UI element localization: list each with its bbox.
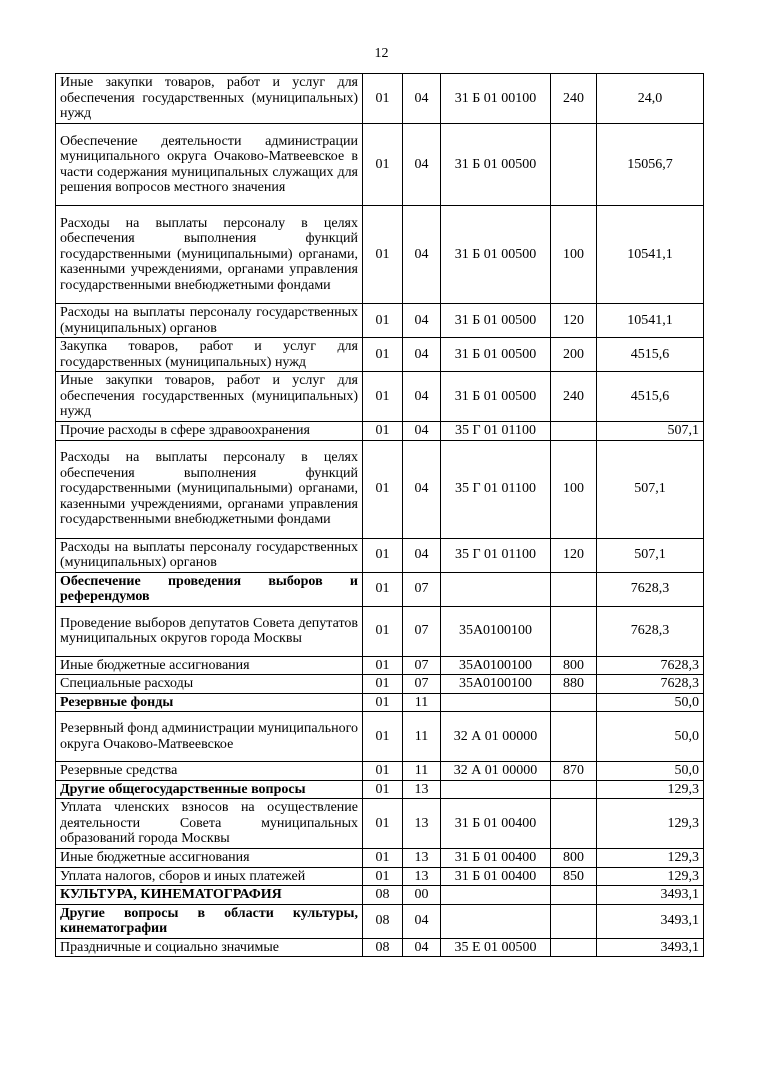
row-section: 01 [363, 338, 403, 372]
row-subsection: 07 [403, 606, 441, 656]
row-subsection: 00 [403, 886, 441, 905]
row-target-code [441, 572, 551, 606]
row-name: КУЛЬТУРА, КИНЕМАТОГРАФИЯ [56, 886, 363, 905]
row-subsection: 07 [403, 675, 441, 694]
row-name: Уплата налогов, сборов и иных платежей [56, 867, 363, 886]
row-name: Уплата членских взносов на осуществление деятельности Совета муниципальных образований города Москвы [56, 799, 363, 849]
row-subsection: 07 [403, 572, 441, 606]
row-amount: 7628,3 [597, 606, 704, 656]
row-subsection: 04 [403, 538, 441, 572]
row-subsection: 04 [403, 372, 441, 422]
row-target-code: 35А0100100 [441, 656, 551, 675]
row-name: Прочие расходы в сфере здравоохранения [56, 422, 363, 441]
row-name: Иные бюджетные ассигнования [56, 656, 363, 675]
row-expense-type: 800 [551, 849, 597, 868]
row-amount: 7628,3 [597, 675, 704, 694]
row-target-code: 35А0100100 [441, 606, 551, 656]
row-section: 08 [363, 886, 403, 905]
row-expense-type [551, 422, 597, 441]
row-amount: 129,3 [597, 799, 704, 849]
row-expense-type [551, 124, 597, 206]
table-row [56, 372, 704, 422]
row-amount: 50,0 [597, 712, 704, 762]
row-expense-type: 240 [551, 372, 597, 422]
row-section: 01 [363, 124, 403, 206]
row-expense-type [551, 780, 597, 799]
row-amount: 507,1 [597, 440, 704, 538]
table-row [56, 124, 704, 206]
row-amount: 3493,1 [597, 938, 704, 957]
row-name: Обеспечение проведения выборов и референдумов [56, 572, 363, 606]
table-row [56, 304, 704, 338]
row-target-code: 32 А 01 00000 [441, 712, 551, 762]
row-section: 01 [363, 538, 403, 572]
row-name: Расходы на выплаты персоналу в целях обеспечения выполнения функций государственными (муниципальными) органами, казенными учреждениями, органами управления государственными внебюджетными фондами [56, 440, 363, 538]
table-row [56, 606, 704, 656]
row-amount: 24,0 [597, 74, 704, 124]
row-target-code: 32 А 01 00000 [441, 762, 551, 781]
row-section: 01 [363, 675, 403, 694]
row-target-code: 31 Б 01 00400 [441, 849, 551, 868]
row-section: 01 [363, 74, 403, 124]
row-section: 08 [363, 904, 403, 938]
row-section: 01 [363, 867, 403, 886]
row-amount: 50,0 [597, 693, 704, 712]
row-amount: 3493,1 [597, 886, 704, 905]
row-section: 01 [363, 799, 403, 849]
row-section: 01 [363, 693, 403, 712]
row-amount: 7628,3 [597, 572, 704, 606]
row-target-code: 35 Г 01 01100 [441, 440, 551, 538]
row-name: Иные закупки товаров, работ и услуг для обеспечения государственных (муниципальных) нужд [56, 372, 363, 422]
table-row [56, 849, 704, 868]
row-target-code [441, 780, 551, 799]
row-subsection: 04 [403, 422, 441, 441]
row-name: Праздничные и социально значимые [56, 938, 363, 957]
row-amount: 15056,7 [597, 124, 704, 206]
row-subsection: 13 [403, 849, 441, 868]
row-section: 01 [363, 440, 403, 538]
row-target-code: 31 Б 01 00400 [441, 867, 551, 886]
page-number: 12 [374, 46, 389, 61]
row-subsection: 04 [403, 206, 441, 304]
row-expense-type: 870 [551, 762, 597, 781]
row-name: Резервные фонды [56, 693, 363, 712]
table-row [56, 675, 704, 694]
row-amount: 129,3 [597, 780, 704, 799]
row-section: 08 [363, 938, 403, 957]
row-expense-type: 850 [551, 867, 597, 886]
row-expense-type [551, 938, 597, 957]
row-section: 01 [363, 422, 403, 441]
row-expense-type: 120 [551, 538, 597, 572]
row-name: Резервные средства [56, 762, 363, 781]
row-amount: 10541,1 [597, 304, 704, 338]
row-amount: 50,0 [597, 762, 704, 781]
table-row [56, 656, 704, 675]
table-row [56, 422, 704, 441]
table-row [56, 440, 704, 538]
row-target-code: 31 Б 01 00500 [441, 206, 551, 304]
row-subsection: 04 [403, 938, 441, 957]
row-expense-type [551, 572, 597, 606]
row-expense-type [551, 886, 597, 905]
table-row [56, 338, 704, 372]
row-amount: 507,1 [597, 538, 704, 572]
row-subsection: 11 [403, 712, 441, 762]
row-expense-type: 100 [551, 206, 597, 304]
row-name: Расходы на выплаты персоналу в целях обеспечения выполнения функций государственными (муниципальными) органами, казенными учреждениями, органами управления государственными внебюджетными фондами [56, 206, 363, 304]
row-name: Другие вопросы в области культуры, кинематографии [56, 904, 363, 938]
row-target-code: 31 Б 01 00500 [441, 304, 551, 338]
budget-table [55, 73, 704, 957]
table-row [56, 693, 704, 712]
row-target-code: 31 Б 01 00100 [441, 74, 551, 124]
row-name: Специальные расходы [56, 675, 363, 694]
row-name: Иные закупки товаров, работ и услуг для обеспечения государственных (муниципальных) нужд [56, 74, 363, 124]
row-section: 01 [363, 304, 403, 338]
row-target-code: 35 Г 01 01100 [441, 538, 551, 572]
row-subsection: 04 [403, 74, 441, 124]
row-amount: 129,3 [597, 867, 704, 886]
row-section: 01 [363, 762, 403, 781]
row-name: Обеспечение деятельности администрации муниципального округа Очаково-Матвеевское в части содержания муниципальных служащих для решения вопросов местного значения [56, 124, 363, 206]
row-amount: 3493,1 [597, 904, 704, 938]
table-row [56, 867, 704, 886]
row-subsection: 11 [403, 762, 441, 781]
row-target-code: 31 Б 01 00400 [441, 799, 551, 849]
table-row [56, 762, 704, 781]
row-amount: 10541,1 [597, 206, 704, 304]
row-expense-type: 120 [551, 304, 597, 338]
row-name: Резервный фонд администрации муниципального округа Очаково-Матвеевское [56, 712, 363, 762]
row-subsection: 04 [403, 304, 441, 338]
row-amount: 507,1 [597, 422, 704, 441]
row-subsection: 04 [403, 124, 441, 206]
row-name: Проведение выборов депутатов Совета депутатов муниципальных округов города Москвы [56, 606, 363, 656]
table-row [56, 904, 704, 938]
table-row [56, 938, 704, 957]
row-target-code [441, 693, 551, 712]
row-target-code: 31 Б 01 00500 [441, 124, 551, 206]
row-section: 01 [363, 780, 403, 799]
row-subsection: 11 [403, 693, 441, 712]
row-section: 01 [363, 606, 403, 656]
row-name: Закупка товаров, работ и услуг для государственных (муниципальных) нужд [56, 338, 363, 372]
table-row [56, 74, 704, 124]
row-expense-type: 200 [551, 338, 597, 372]
table-row [56, 538, 704, 572]
row-name: Другие общегосударственные вопросы [56, 780, 363, 799]
row-section: 01 [363, 206, 403, 304]
row-expense-type: 240 [551, 74, 597, 124]
row-target-code: 35 Е 01 00500 [441, 938, 551, 957]
table-row [56, 799, 704, 849]
row-subsection: 13 [403, 799, 441, 849]
row-expense-type: 800 [551, 656, 597, 675]
row-expense-type [551, 712, 597, 762]
row-name: Расходы на выплаты персоналу государственных (муниципальных) органов [56, 538, 363, 572]
table-row [56, 572, 704, 606]
row-expense-type [551, 693, 597, 712]
row-expense-type [551, 606, 597, 656]
row-section: 01 [363, 572, 403, 606]
row-target-code: 31 Б 01 00500 [441, 372, 551, 422]
row-section: 01 [363, 849, 403, 868]
row-amount: 4515,6 [597, 338, 704, 372]
row-section: 01 [363, 712, 403, 762]
row-amount: 7628,3 [597, 656, 704, 675]
table-row [56, 206, 704, 304]
row-target-code: 31 Б 01 00500 [441, 338, 551, 372]
row-section: 01 [363, 656, 403, 675]
row-expense-type [551, 904, 597, 938]
row-name: Иные бюджетные ассигнования [56, 849, 363, 868]
table-row [56, 780, 704, 799]
row-target-code: 35 Г 01 01100 [441, 422, 551, 441]
row-expense-type: 100 [551, 440, 597, 538]
row-expense-type: 880 [551, 675, 597, 694]
table-row [56, 712, 704, 762]
row-section: 01 [363, 372, 403, 422]
row-subsection: 13 [403, 867, 441, 886]
row-amount: 129,3 [597, 849, 704, 868]
row-subsection: 07 [403, 656, 441, 675]
row-name: Расходы на выплаты персоналу государственных (муниципальных) органов [56, 304, 363, 338]
row-amount: 4515,6 [597, 372, 704, 422]
row-subsection: 04 [403, 440, 441, 538]
row-target-code [441, 886, 551, 905]
row-subsection: 04 [403, 338, 441, 372]
row-subsection: 04 [403, 904, 441, 938]
row-target-code [441, 904, 551, 938]
row-subsection: 13 [403, 780, 441, 799]
row-expense-type [551, 799, 597, 849]
table-row [56, 886, 704, 905]
row-target-code: 35А0100100 [441, 675, 551, 694]
